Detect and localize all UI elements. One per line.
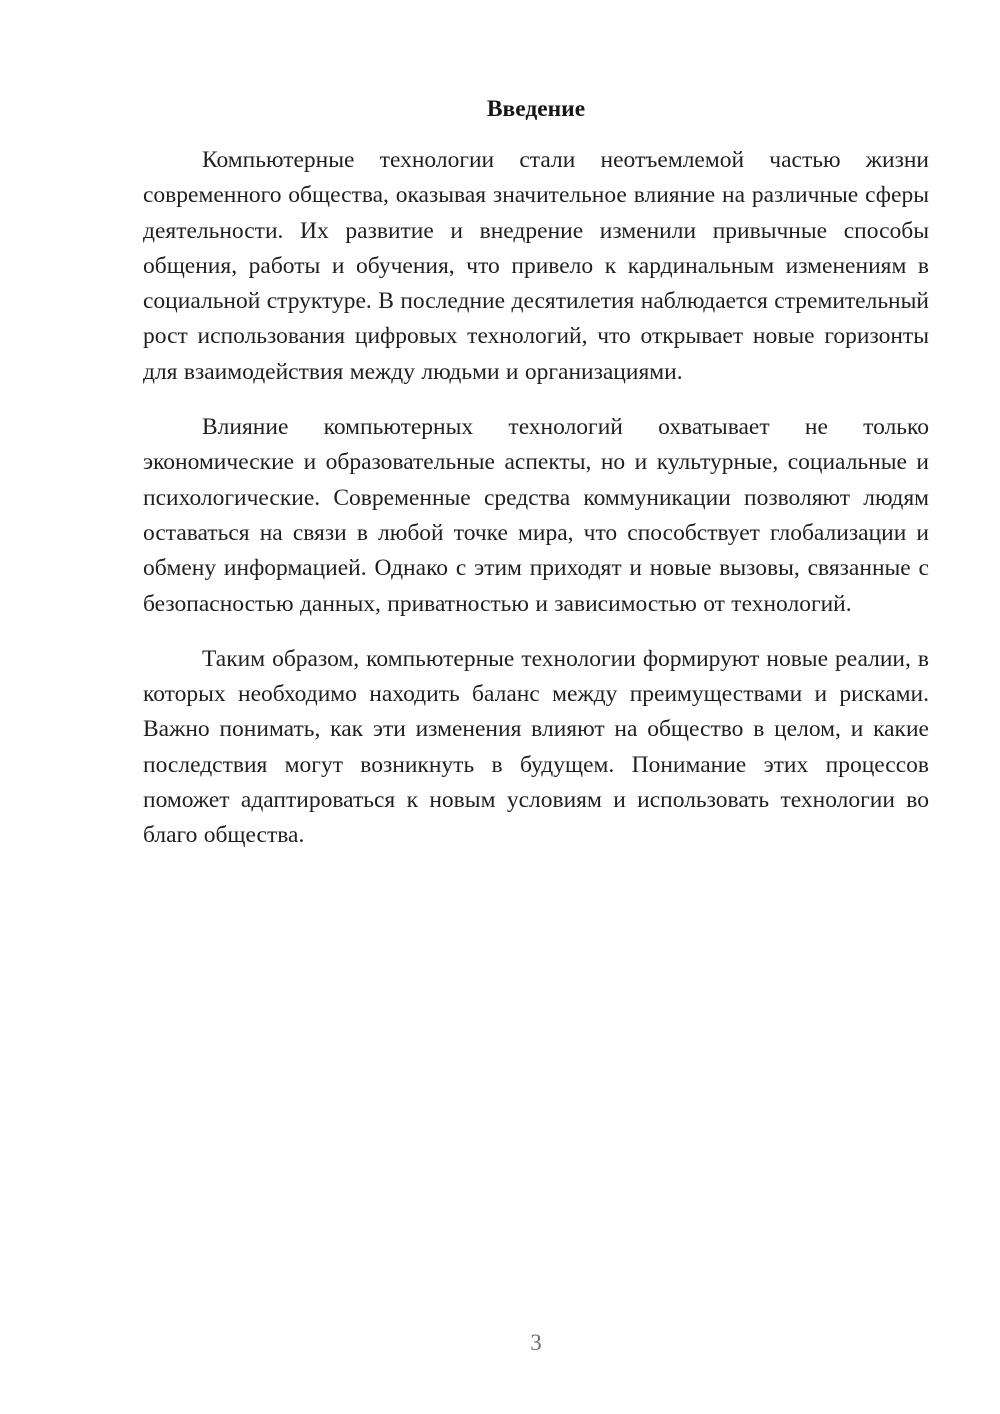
- document-content: [143, 92, 929, 854]
- paragraph-2: Влияние компьютерных технологий охватывает не только экономические и образовательные аспекты, но и культурные, социальные и психологические. Современные средства коммуникации позволяют людям оставаться на связи в любой точке мира, что способствует глобализации и обмену информацией. Однако с этим приходят и новые вызовы, связанные с безопасностью данных, приватностью и зависимостью от технологий.: [143, 414, 929, 617]
- page-title: Введение: [486, 96, 586, 122]
- page-number: 3: [530, 1330, 542, 1355]
- page-footer: [143, 1329, 929, 1357]
- paragraph-3: Таким образом, компьютерные технологии формируют новые реалии, в которых необходимо находить баланс между преимуществами и рисками. Важно понимать, как эти изменения влияют на общество в целом, и какие последствия могут возникнуть в будущем. Понимание этих процессов поможет адаптироваться к новым условиям и использовать технологии во благо общества.: [143, 645, 929, 849]
- paragraph-1: Компьютерные технологии стали неотъемлемой частью жизни современного общества, оказывая значительное влияние на различные сферы деятельности. Их развитие и внедрение изменили привычные способы общения, работы и обучения, что привело к кардинальным изменениям в социальной структуре. В последние десятилетия наблюдается стремительный рост использования цифровых технологий, что открывает новые горизонты для взаимодействия между людьми и организациями.: [143, 147, 929, 385]
